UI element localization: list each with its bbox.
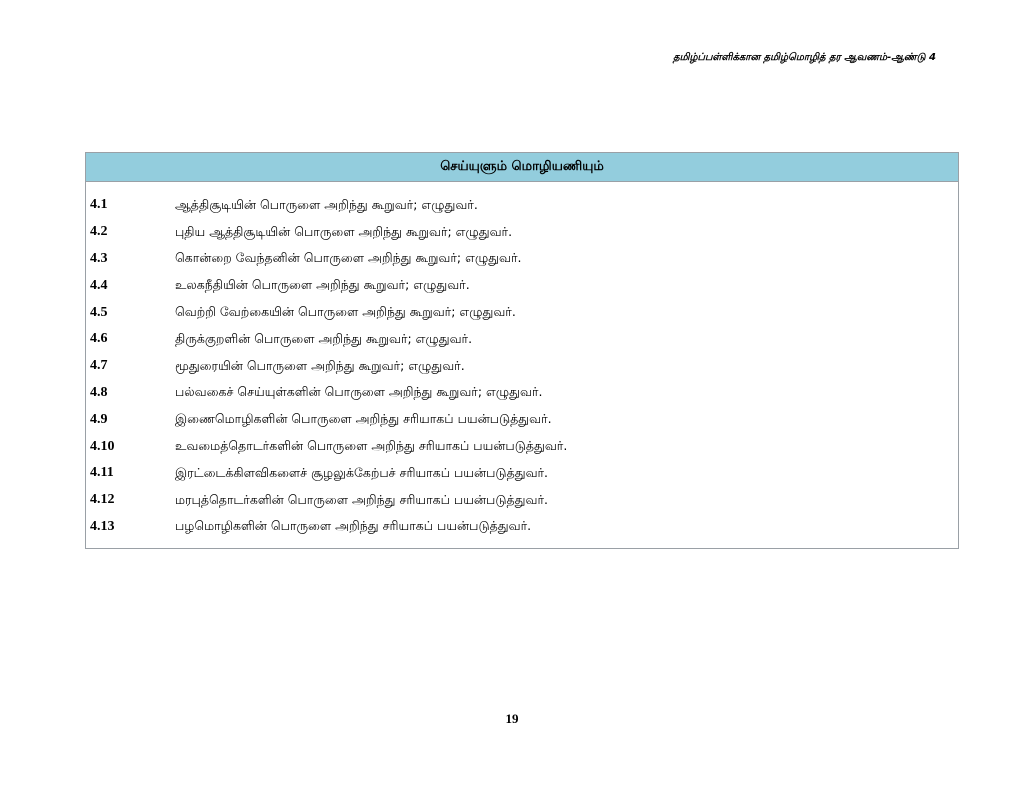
standard-code: 4.1 bbox=[90, 197, 108, 213]
standard-code: 4.13 bbox=[90, 518, 115, 534]
standard-description: இணைமொழிகளின் பொருளை அறிந்து சரியாகப் பயன்படுத்துவர். bbox=[175, 411, 552, 427]
running-header: தமிழ்ப்பள்ளிக்கான தமிழ்மொழித் தர ஆவணம்-ஆண்டு 4 bbox=[673, 52, 936, 63]
standard-description: இரட்டைக்கிளவிகளைச் சூழலுக்கேற்பச் சரியாகப் பயன்படுத்துவர். bbox=[175, 464, 549, 480]
standard-code: 4.11 bbox=[90, 465, 114, 481]
standard-code: 4.5 bbox=[90, 304, 108, 320]
table-row bbox=[86, 353, 958, 380]
standard-code: 4.4 bbox=[90, 277, 108, 293]
table-row bbox=[86, 192, 958, 219]
standard-description: மூதுரையின் பொருளை அறிந்து கூறுவர்; எழுதுவர். bbox=[175, 357, 465, 373]
standard-code: 4.2 bbox=[90, 224, 108, 240]
standard-description: உலகநீதியின் பொருளை அறிந்து கூறுவர்; எழுதுவர். bbox=[175, 277, 470, 293]
table-row bbox=[86, 299, 958, 326]
table-row bbox=[86, 219, 958, 246]
table-row bbox=[86, 246, 958, 273]
standard-code: 4.9 bbox=[90, 411, 108, 427]
standard-description: கொன்றை வேந்தனின் பொருளை அறிந்து கூறுவர்; எழுதுவர். bbox=[175, 250, 522, 266]
standard-description: வெற்றி வேற்கையின் பொருளை அறிந்து கூறுவர்; எழுதுவர். bbox=[175, 304, 516, 320]
standard-description: ஆத்திசூடியின் பொருளை அறிந்து கூறுவர்; எழுதுவர். bbox=[175, 196, 478, 212]
table-row bbox=[86, 487, 958, 514]
standard-description: திருக்குறளின் பொருளை அறிந்து கூறுவர்; எழுதுவர். bbox=[175, 330, 473, 346]
table-row bbox=[86, 433, 958, 460]
table-row bbox=[86, 514, 958, 541]
standard-description: மரபுத்தொடர்களின் பொருளை அறிந்து சரியாகப் பயன்படுத்துவர். bbox=[175, 491, 548, 507]
standard-description: புதிய ஆத்திசூடியின் பொருளை அறிந்து கூறுவர்; எழுதுவர். bbox=[175, 223, 513, 239]
standard-description: உவமைத்தொடர்களின் பொருளை அறிந்து சரியாகப் பயன்படுத்துவர். bbox=[175, 438, 568, 454]
table-row bbox=[86, 406, 958, 433]
standard-description: பல்வகைச் செய்யுள்களின் பொருளை அறிந்து கூறுவர்; எழுதுவர். bbox=[175, 384, 543, 400]
standard-code: 4.6 bbox=[90, 331, 108, 347]
standard-code: 4.7 bbox=[90, 358, 108, 374]
table-heading: செய்யுளும் மொழியணியும் bbox=[86, 153, 958, 182]
table-row bbox=[86, 380, 958, 407]
page-number: 19 bbox=[505, 711, 519, 726]
standard-code: 4.12 bbox=[90, 492, 115, 508]
table-row bbox=[86, 460, 958, 487]
standard-code: 4.8 bbox=[90, 384, 108, 400]
table-row bbox=[86, 326, 958, 353]
standards-table bbox=[85, 152, 959, 549]
standard-code: 4.3 bbox=[90, 250, 108, 266]
standard-description: பழமொழிகளின் பொருளை அறிந்து சரியாகப் பயன்படுத்துவர். bbox=[175, 518, 532, 534]
table-row bbox=[86, 272, 958, 299]
standard-code: 4.10 bbox=[90, 438, 115, 454]
table-rows bbox=[86, 182, 958, 548]
